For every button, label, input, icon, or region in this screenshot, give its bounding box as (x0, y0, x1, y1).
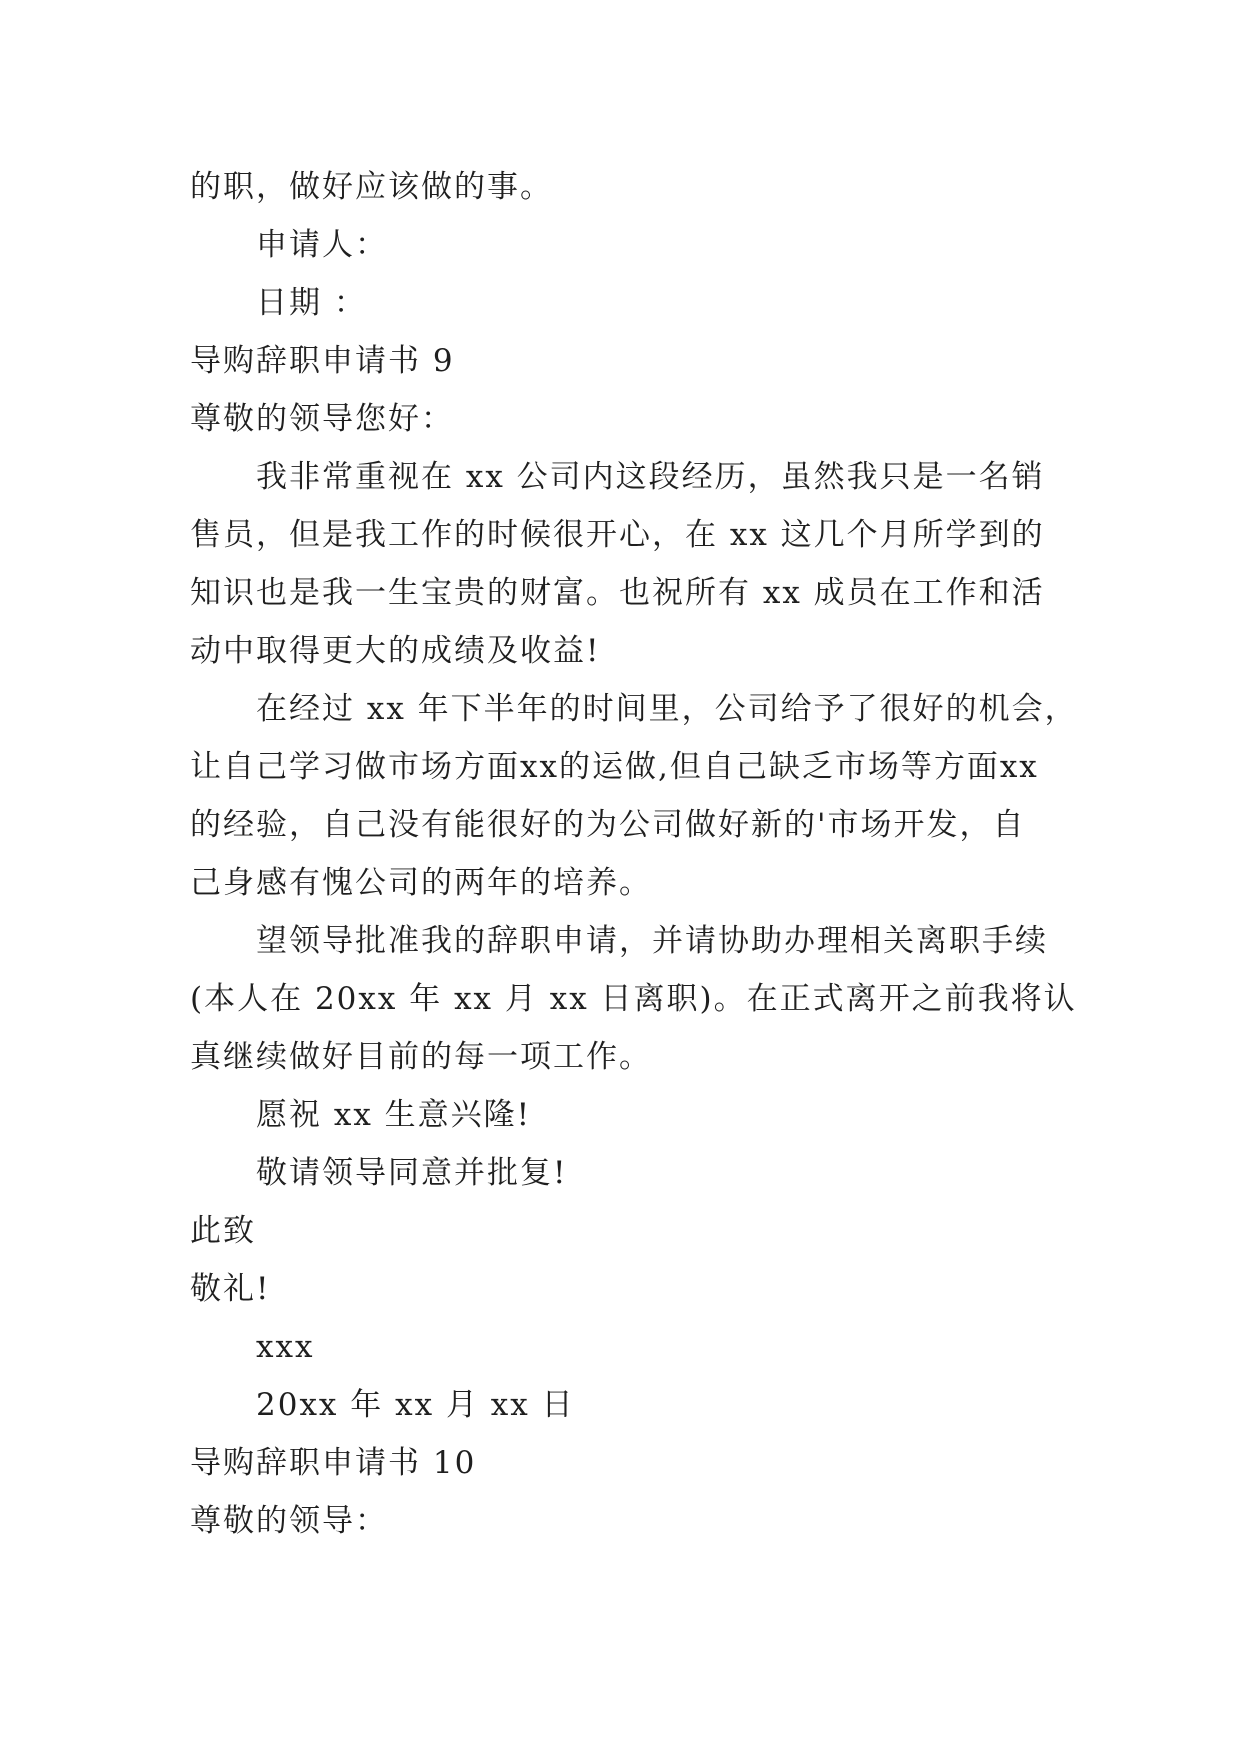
section-heading: 导购辞职申请书 10 (190, 1445, 477, 1481)
text-line: 真继续做好目前的每一项工作。 (190, 1039, 652, 1075)
text-line: 售员，但是我工作的时候很开心，在 xx 这几个月所学到的 (190, 517, 1045, 553)
text-line: 在经过 xx 年下半年的时间里，公司给予了很好的机会， (256, 691, 1078, 727)
text-line: (本人在 20xx 年 xx 月 xx 日离职)。在正式离开之前我将认 (190, 981, 1077, 1017)
applicant-label: 申请人： (256, 227, 388, 263)
date-label: 日期 ： (256, 285, 367, 321)
text-line: 让自己学习做市场方面xx的运做,但自己缺乏市场等方面xx (190, 749, 1039, 785)
signature-date: 20xx 年 xx 月 xx 日 (256, 1387, 575, 1423)
closing-line: 敬礼! (190, 1271, 271, 1307)
section-heading: 导购辞职申请书 9 (190, 343, 455, 379)
text-line: 己身感有愧公司的两年的培养。 (190, 865, 652, 901)
text-line: 的职，做好应该做的事。 (190, 169, 553, 205)
text-line: 敬请领导同意并批复! (256, 1155, 568, 1191)
text-line: 动中取得更大的成绩及收益! (190, 633, 601, 669)
text-line: 愿祝 xx 生意兴隆! (256, 1097, 532, 1133)
signature-name: xxx (256, 1329, 315, 1365)
closing-line: 此致 (190, 1213, 256, 1249)
text-line: 知识也是我一生宝贵的财富。也祝所有 xx 成员在工作和活 (190, 575, 1045, 611)
text-line: 望领导批准我的辞职申请，并请协助办理相关离职手续 (256, 923, 1048, 959)
salutation: 尊敬的领导您好： (190, 401, 454, 437)
text-line: 的经验，自己没有能很好的为公司做好新的'市场开发，自 (190, 807, 1026, 843)
salutation: 尊敬的领导： (190, 1503, 388, 1539)
text-line: 我非常重视在 xx 公司内这段经历，虽然我只是一名销 (256, 459, 1045, 495)
